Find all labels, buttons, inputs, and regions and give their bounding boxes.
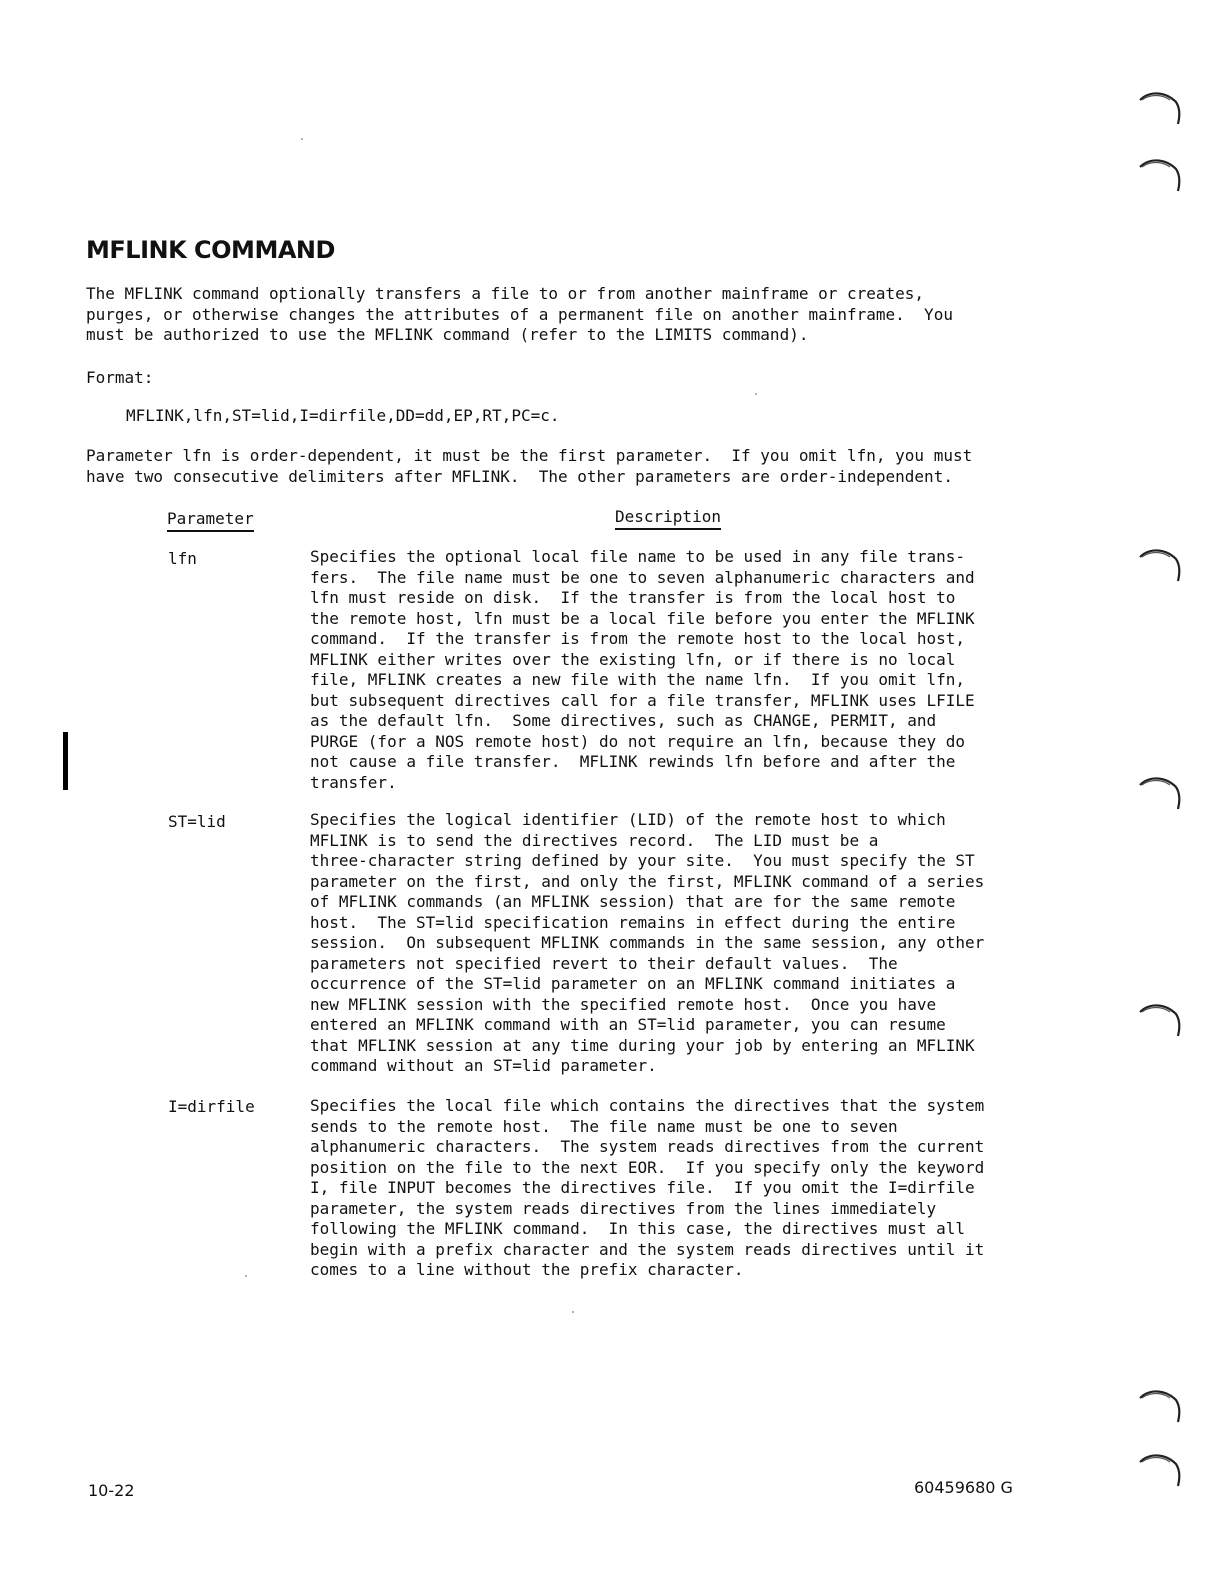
desc-line: parameters not specified revert to their default values. The — [310, 953, 898, 973]
desc-line: parameter on the first, and only the first, MFLINK command of a series — [310, 871, 985, 891]
parameter-description-i-dirfile — [310, 1096, 984, 1281]
intro-line: purges, or otherwise changes the attributes of a permanent file on another mainframe. You — [86, 304, 953, 324]
desc-line: the remote host, lfn must be a local file before you enter the MFLINK — [310, 608, 975, 628]
binder-hole-mark — [1136, 88, 1184, 128]
desc-line: MFLINK either writes over the existing lfn, or if there is no local — [310, 649, 956, 669]
desc-line: that MFLINK session at any time during your job by entering an MFLINK — [310, 1035, 975, 1055]
order-note-line: have two consecutive delimiters after MFLINK. The other parameters are order-independent. — [86, 466, 953, 486]
desc-line: fers. The file name must be one to seven alphanumeric characters and — [310, 567, 975, 587]
desc-line: Specifies the optional local file name to be used in any file trans- — [310, 547, 966, 566]
desc-line: new MFLINK session with the specified remote host. Once you have — [310, 994, 937, 1014]
scan-speck — [572, 1311, 574, 1313]
scan-speck — [755, 393, 757, 395]
desc-line: alphanumeric characters. The system reads directives from the current — [310, 1137, 985, 1156]
desc-line: session. On subsequent MFLINK commands in the same session, any other — [310, 933, 985, 952]
change-bar — [63, 732, 68, 790]
parameter-description-st-lid — [310, 810, 984, 1077]
desc-line: following the MFLINK command. In this case, the directives must all — [310, 1219, 966, 1238]
format-syntax: MFLINK,lfn,ST=lid,I=dirfile,DD=dd,EP,RT,PC=c. — [126, 406, 560, 425]
parameter-column-header: Parameter — [167, 509, 254, 532]
desc-line: parameter, the system reads directives from the lines immediately — [310, 1198, 937, 1218]
desc-line: as the default lfn. Some directives, such as CHANGE, PERMIT, and — [310, 711, 937, 730]
binder-hole-mark — [1136, 1386, 1184, 1426]
intro-line: The MFLINK command optionally transfers a file to or from another mainframe or creates, — [86, 284, 925, 303]
desc-line: position on the file to the next EOR. If you specify only the keyword — [310, 1157, 985, 1177]
binder-hole-mark — [1136, 1450, 1184, 1490]
desc-line: Specifies the local file which contains the directives that the system — [310, 1096, 985, 1115]
description-column-header: Description — [615, 507, 721, 530]
intro-line: must be authorized to use the MFLINK command (refer to the LIMITS command). — [86, 325, 809, 344]
desc-line: command without an ST=lid parameter. — [310, 1056, 657, 1075]
desc-line: MFLINK is to send the directives record. The LID must be a — [310, 830, 879, 850]
order-note — [86, 446, 972, 487]
desc-line: command. If the transfer is from the remote host to the local host, — [310, 629, 966, 648]
page-number: 10-22 — [88, 1481, 135, 1500]
desc-line: transfer. — [310, 772, 397, 792]
desc-line: entered an MFLINK command with an ST=lid parameter, you can resume — [310, 1015, 946, 1034]
document-number: 60459680 G — [914, 1478, 1013, 1497]
order-note-line: Parameter lfn is order-dependent, it must be the first parameter. If you omit lfn, you must — [86, 446, 973, 465]
desc-line: occurrence of the ST=lid parameter on an MFLINK command initiates a — [310, 974, 956, 993]
desc-line: not cause a file transfer. MFLINK rewinds lfn before and after the — [310, 752, 956, 771]
parameter-name-lfn: lfn — [168, 549, 197, 568]
desc-line: I, file INPUT becomes the directives file. If you omit the I=dirfile — [310, 1178, 975, 1197]
binder-hole-mark — [1136, 773, 1184, 813]
scan-speck — [301, 138, 303, 140]
binder-hole-mark — [1136, 155, 1184, 195]
page-title: MFLINK COMMAND — [86, 236, 335, 264]
desc-line: file, MFLINK creates a new file with the name lfn. If you omit lfn, — [310, 670, 966, 689]
desc-line: sends to the remote host. The file name must be one to seven — [310, 1116, 898, 1136]
desc-line: but subsequent directives call for a file transfer, MFLINK uses LFILE — [310, 690, 975, 710]
desc-line: three-character string defined by your site. You must specify the ST — [310, 851, 975, 870]
desc-line: of MFLINK commands (an MFLINK session) that are for the same remote — [310, 892, 956, 911]
desc-line: host. The ST=lid specification remains in effect during the entire — [310, 912, 956, 932]
binder-hole-mark — [1136, 1000, 1184, 1040]
parameter-description-lfn — [310, 547, 975, 793]
desc-line: begin with a prefix character and the system reads directives until it — [310, 1239, 985, 1259]
binder-hole-mark — [1136, 545, 1184, 585]
desc-line: PURGE (for a NOS remote host) do not require an lfn, because they do — [310, 731, 966, 751]
parameter-name-i-dirfile: I=dirfile — [168, 1097, 255, 1116]
desc-line: Specifies the logical identifier (LID) of the remote host to which — [310, 810, 946, 829]
parameter-name-st-lid: ST=lid — [168, 812, 226, 831]
scan-speck — [245, 1275, 247, 1277]
desc-line: comes to a line without the prefix character. — [310, 1260, 744, 1279]
desc-line: lfn must reside on disk. If the transfer is from the local host to — [310, 588, 956, 607]
format-label: Format: — [86, 368, 154, 387]
intro-paragraph — [86, 284, 953, 346]
